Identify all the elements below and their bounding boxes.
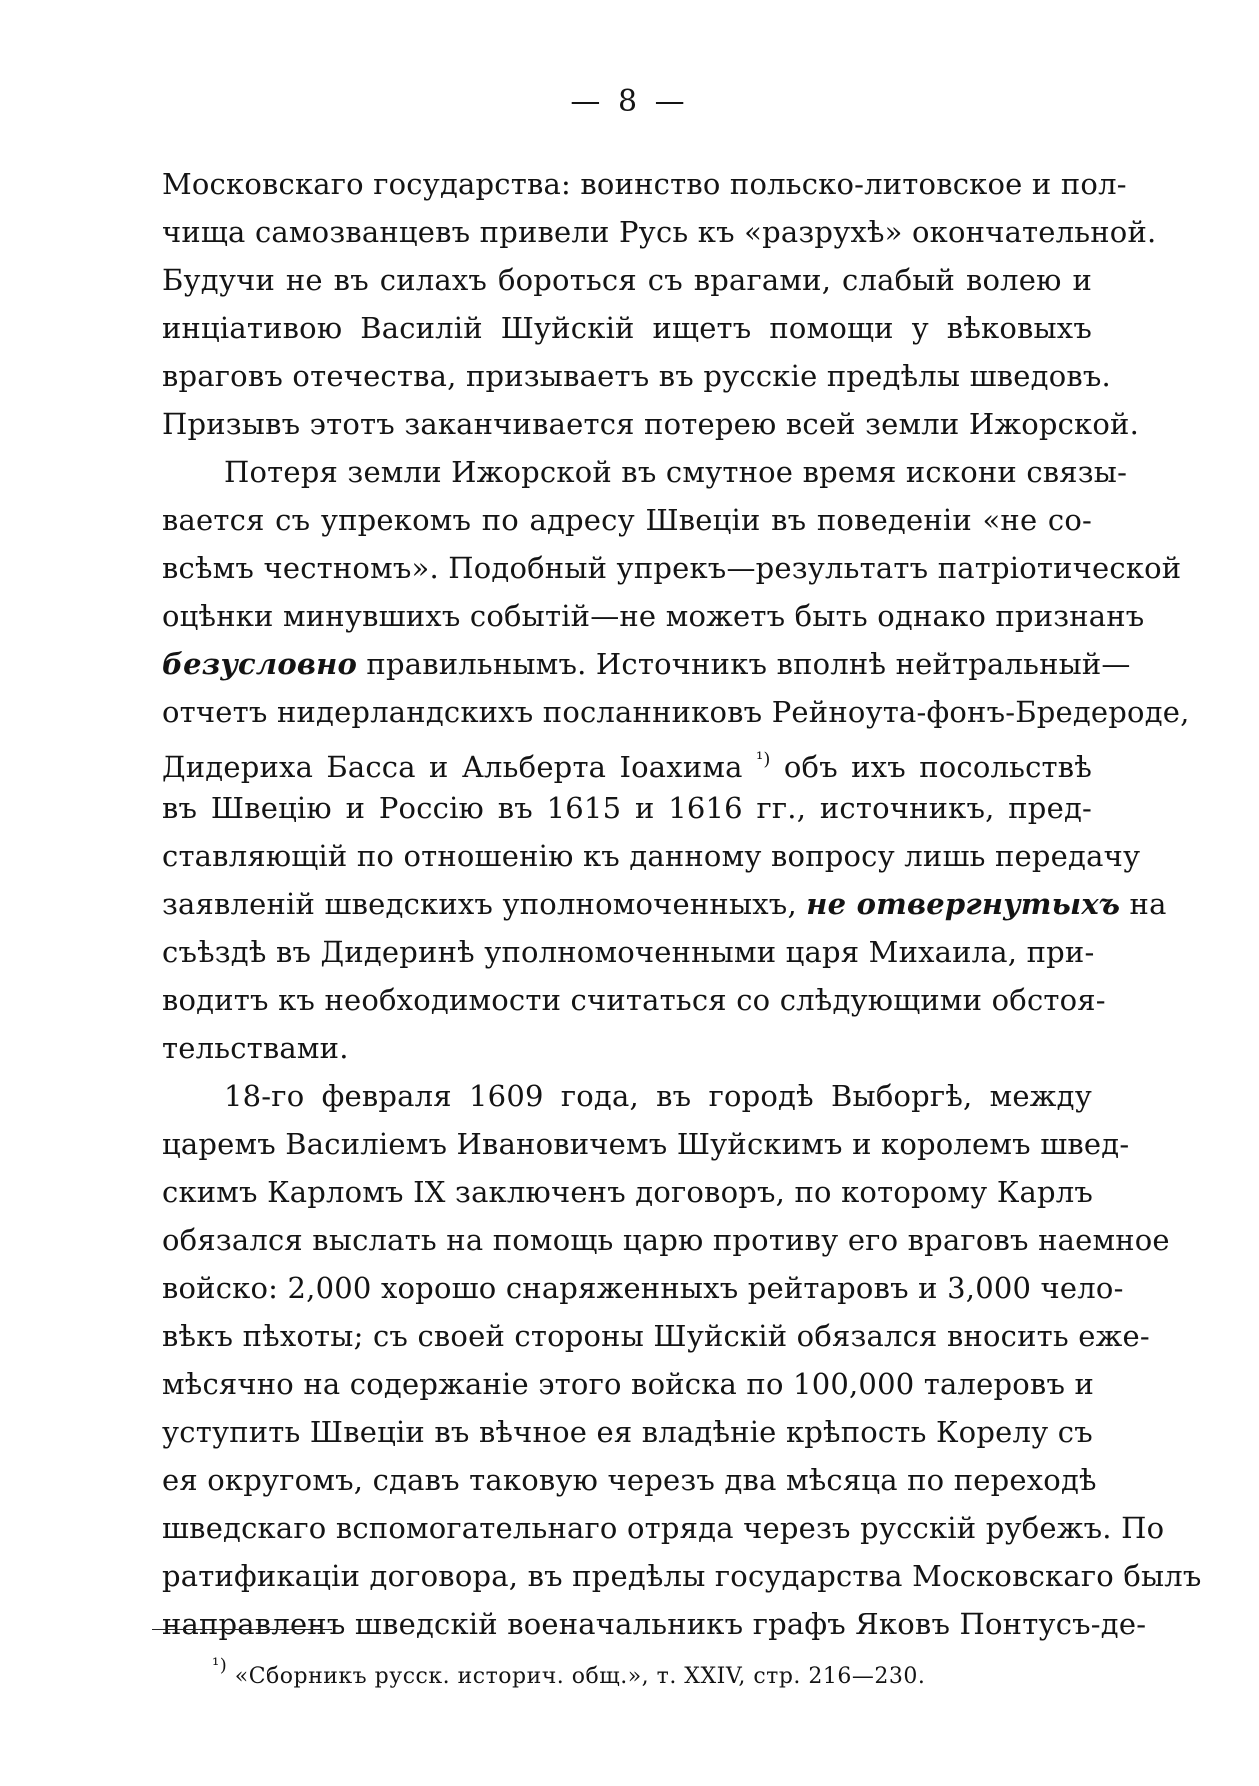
text-line: отчетъ нидерландскихъ посланниковъ Рейноута-фонъ-Бредероде, [162,695,1190,729]
text-line: шведскаго вспомогательнаго отряда черезъ русскій рубежъ. По [162,1511,1165,1545]
footnote-divider [152,1629,332,1630]
text-fragment: заявленій шведскихъ уполномоченныхъ, [162,887,807,921]
text-line-mixed [162,736,1092,784]
text-fragment: объ ихъ посольствѣ [770,750,1093,784]
body-text [162,160,1202,1648]
emphasis-text: безусловно [162,647,358,681]
text-line: всѣмъ честномъ». Подобный упрекъ—результатъ патріотической [162,551,1182,585]
text-line: водитъ къ необходимости считаться со слѣдующими обстоя- [162,983,1106,1017]
footnote [212,1655,925,1689]
text-line: обязался выслать на помощь царю противу его враговъ наемное [162,1223,1170,1257]
text-line-mixed [162,880,1167,928]
text-line: тельствами. [162,1031,349,1065]
text-line: направленъ шведскій военачальникъ графъ Яковъ Понтусъ-де- [162,1607,1147,1641]
text-line: войско: 2,000 хорошо снаряженныхъ рейтаровъ и 3,000 чело- [162,1271,1124,1305]
footnote-marker: ¹) [212,1655,228,1676]
text-line: Московскаго государства: воинство польско-литовское и пол- [162,167,1127,201]
text-line: ставляющій по отношенію къ данному вопросу лишь передачу [162,839,1141,873]
text-line: мѣсячно на содержаніе этого войска по 100,000 талеровъ и [162,1367,1095,1401]
text-fragment: правильнымъ. Источникъ вполнѣ нейтральный— [357,647,1131,681]
text-line: 18-го февраля 1609 года, въ городѣ Выборгѣ, между [224,1079,1092,1113]
text-line: оцѣнки минувшихъ событій—не можетъ быть однако признанъ [162,599,1145,633]
page-number: — 8 — [570,84,689,119]
text-line: вѣкъ пѣхоты; съ своей стороны Шуйскій обязался вносить еже- [162,1319,1150,1353]
text-line: въ Швецію и Россію въ 1615 и 1616 гг., источникъ, пред- [162,791,1092,825]
text-line: Потеря земли Ижорской въ смутное время искони связы- [224,455,1128,489]
text-line: Будучи не въ силахъ бороться съ врагами, слабый волею и [162,263,1092,297]
emphasis-text: не отвергнутыхъ [806,887,1121,921]
footnote-text: «Сборникъ русск. историч. общ.», т. XXIV, стр. 216—230. [227,1664,926,1689]
footnote-reference: ¹) [755,749,771,770]
text-line: царемъ Василіемъ Ивановичемъ Шуйскимъ и королемъ швед- [162,1127,1130,1161]
text-line: уступить Швеціи въ вѣчное ея владѣніе крѣпость Корелу съ [162,1415,1093,1449]
text-line: чища самозванцевъ привели Русь къ «разрухѣ» окончательной. [162,215,1157,249]
text-line: вается съ упрекомъ по адресу Швеціи въ поведеніи «не со- [162,503,1092,537]
text-line: враговъ отечества, призываетъ въ русскіе предѣлы шведовъ. [162,359,1111,393]
text-fragment: на [1120,887,1167,921]
text-line-mixed [162,640,1131,688]
text-line: Призывъ этотъ заканчивается потерею всей земли Ижорской. [162,407,1139,441]
text-line: скимъ Карломъ IX заключенъ договоръ, по которому Карлъ [162,1175,1094,1209]
text-line: инціативою Василій Шуйскій ищетъ помощи у вѣковыхъ [162,311,1092,345]
text-line: съѣздѣ въ Дидеринѣ уполномоченными царя Михаила, при- [162,935,1095,969]
text-fragment: Дидериха Басса и Альберта Іоахима [162,750,756,784]
text-line: ратификаціи договора, въ предѣлы государства Московскаго былъ [162,1559,1202,1593]
text-line: ея округомъ, сдавъ таковую черезъ два мѣсяца по переходѣ [162,1463,1097,1497]
